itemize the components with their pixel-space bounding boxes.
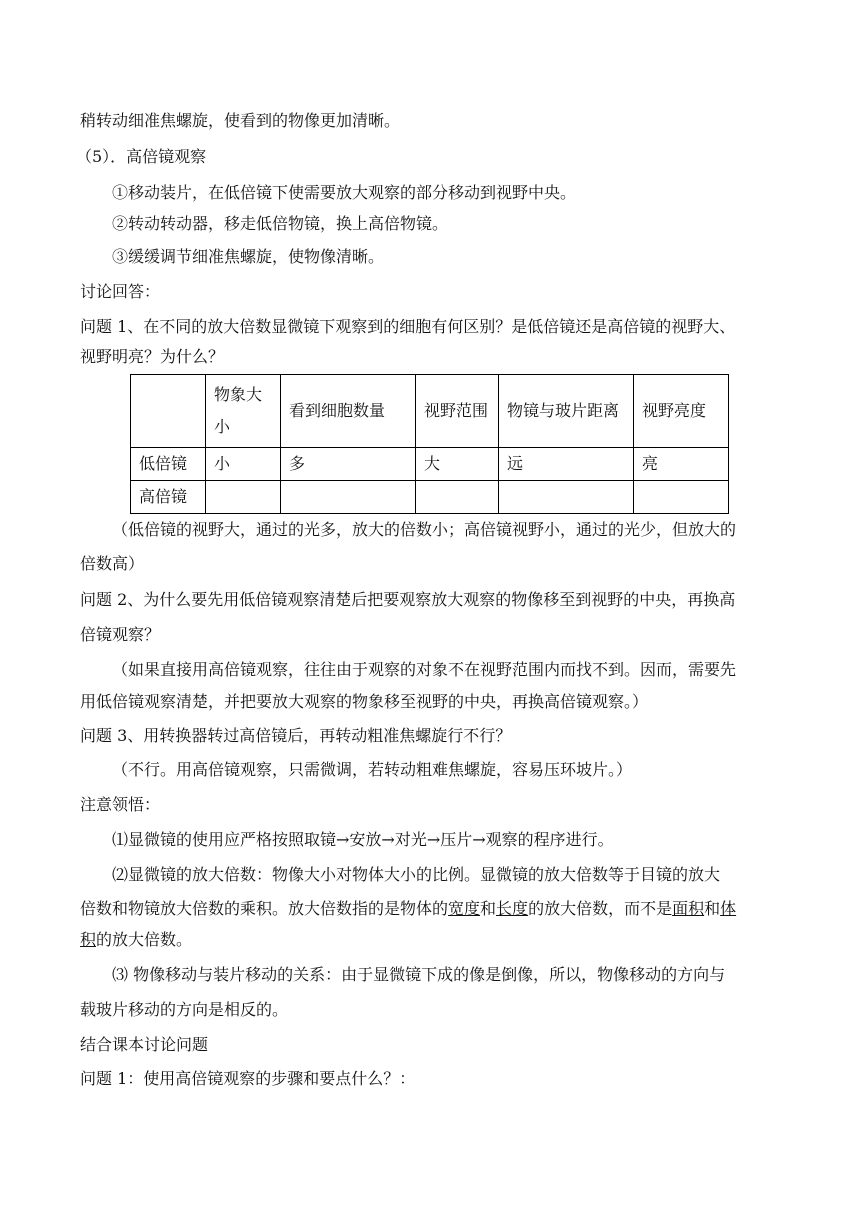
table-header-cell: 视野亮度 bbox=[634, 375, 729, 448]
answer-3: （不行。用高倍镜观察，只需微调，若转动粗难焦螺旋，容易压环坡片。） bbox=[112, 760, 633, 779]
answer-1-line-1: （低倍镜的视野大，通过的光多，放大的倍数小；高倍镜视野小，通过的光少，但放大的 bbox=[112, 520, 737, 539]
table-cell bbox=[281, 481, 416, 514]
question-1-line-2: 视野明亮？为什么？ bbox=[80, 347, 225, 366]
table-cell bbox=[416, 481, 499, 514]
table-header-row bbox=[131, 375, 729, 448]
table-cell: 远 bbox=[499, 448, 634, 481]
answer-2-line-1: （如果直接用高倍镜观察，往往由于观察的对象不在视野范围内而找不到。因而，需要先 bbox=[112, 660, 737, 679]
section-heading: （5）．高倍镜观察 bbox=[76, 147, 207, 166]
table-cell: 低倍镜 bbox=[131, 448, 206, 481]
underlined-term-length: 长度 bbox=[496, 899, 529, 918]
note-2-line-3 bbox=[80, 929, 192, 951]
discussion-heading: 讨论回答： bbox=[80, 282, 161, 301]
notes-heading: 注意领悟： bbox=[80, 795, 161, 814]
note-3-line-1: ⑶ 物像移动与装片移动的关系：由于显微镜下成的像是倒像，所以，物像移动的方向与 bbox=[112, 965, 726, 984]
step-3: ③缓缓调节细准焦螺旋，使物像清晰。 bbox=[112, 247, 385, 266]
table-header-cell: 视野范围 bbox=[416, 375, 499, 448]
table-cell: 多 bbox=[281, 448, 416, 481]
table-cell bbox=[206, 481, 281, 514]
text-span: 的放大倍数，而不是 bbox=[528, 899, 673, 918]
text-span: 和 bbox=[480, 899, 497, 918]
answer-1-line-2: 倍数高） bbox=[80, 554, 145, 573]
step-2: ②转动转动器，移走低倍物镜，换上高倍物镜。 bbox=[112, 214, 449, 233]
table-cell: 大 bbox=[416, 448, 499, 481]
table-header-cell: 物镜与玻片距离 bbox=[499, 375, 634, 448]
note-3-line-2: 载玻片移动的方向是相反的。 bbox=[80, 1000, 289, 1019]
textbook-discussion-heading: 结合课本讨论问题 bbox=[80, 1035, 209, 1054]
table-header-cell: 物象大小 bbox=[206, 375, 281, 448]
comparison-table bbox=[130, 374, 729, 514]
text-span: 和 bbox=[704, 899, 721, 918]
textbook-question-1: 问题 1：使用高倍镜观察的步骤和要点什么？： bbox=[80, 1069, 416, 1088]
step-1: ①移动装片，在低倍镜下使需要放大观察的部分移动到视野中央。 bbox=[112, 183, 577, 202]
question-1-line-1: 问题 1、在不同的放大倍数显微镜下观察到的细胞有何区别？是低倍镜还是高倍镜的视野大、 bbox=[80, 317, 736, 336]
table-cell bbox=[499, 481, 634, 514]
question-3: 问题 3、用转换器转过高倍镜后，再转动粗准焦螺旋行不行？ bbox=[80, 726, 512, 745]
underlined-term-area: 面积 bbox=[672, 899, 705, 918]
table-row bbox=[131, 481, 729, 514]
question-2-line-2: 倍镜观察？ bbox=[80, 625, 161, 644]
note-2-line-2 bbox=[80, 898, 736, 920]
question-2-line-1: 问题 2、为什么要先用低倍镜观察清楚后把要观察放大观察的物像移至到视野的中央，再换高 bbox=[80, 590, 736, 609]
text-line: 稍转动细准焦螺旋，使看到的物像更加清晰。 bbox=[80, 111, 401, 130]
table-header-cell: 看到细胞数量 bbox=[281, 375, 416, 448]
answer-2-line-2: 用低倍镜观察清楚，并把要放大观察的物象移至视野的中央，再换高倍镜观察。） bbox=[80, 692, 649, 711]
note-2-line-1: ⑵显微镜的放大倍数：物像大小对物体大小的比例。显微镜的放大倍数等于目镜的放大 bbox=[112, 865, 721, 884]
underlined-term-width: 宽度 bbox=[448, 899, 481, 918]
table-row bbox=[131, 448, 729, 481]
underlined-term-volume-part-1: 体 bbox=[720, 899, 737, 918]
underlined-term-volume-part-2: 积 bbox=[80, 930, 97, 949]
table-header-cell bbox=[131, 375, 206, 448]
table-cell: 亮 bbox=[634, 448, 729, 481]
table-cell: 小 bbox=[206, 448, 281, 481]
text-span: 的放大倍数。 bbox=[96, 930, 193, 949]
table-cell bbox=[634, 481, 729, 514]
note-1: ⑴显微镜的使用应严格按照取镜→安放→对光→压片→观察的程序进行。 bbox=[112, 830, 614, 849]
text-span: 倍数和物镜放大倍数的乘积。放大倍数指的是物体的 bbox=[80, 899, 449, 918]
table-cell: 高倍镜 bbox=[131, 481, 206, 514]
